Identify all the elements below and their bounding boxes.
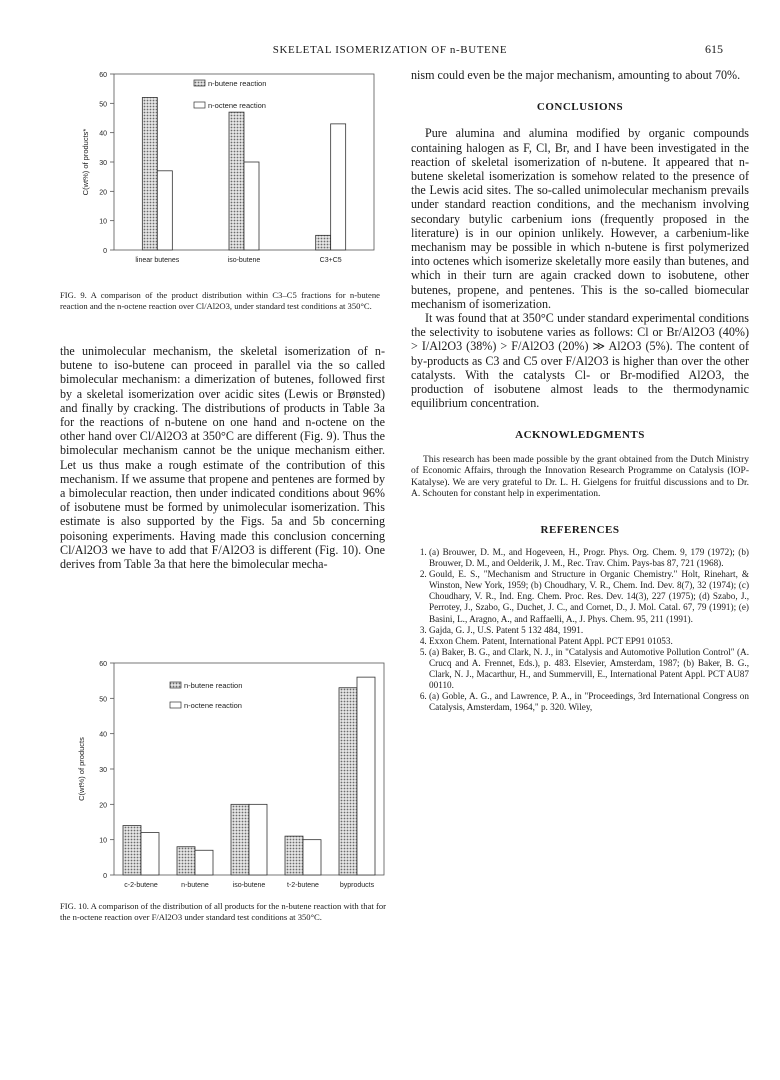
bar — [244, 162, 259, 250]
y-tick-label: 0 — [103, 873, 107, 880]
y-tick-label: 60 — [99, 661, 107, 668]
acknowledgments-text: This research has been made possible by the grant obtained from the Dutch Ministry of Economic Affairs, through the Innovation Research Programme on Catalysis (IOP-Katalyse). We are very grateful to Dr. L. H. Gielgens for fruitful discussions and to Dr. A. Schouten for constant help in experimentation. — [411, 454, 749, 500]
bar — [339, 688, 357, 875]
reference-item: 6. (a) Goble, A. G., and Lawrence, P. A., in "Proceedings, 3rd International Congress on Catalysis, Amsterdam, 1964," p. 320. Wiley, — [429, 691, 749, 713]
reference-item: 5. (a) Baker, B. G., and Clark, N. J., in "Catalysis and Automotive Pollution Control" (A. Crucq and A. Frennet, Eds.), p. 483. Elsevier, Amsterdam, 1987; (b) Baker, B. G., Clark, N. J., Macarthur, H., and Summervill, E., International Patent Appl. PCT AU87 00110. — [429, 647, 749, 691]
acknowledgments-heading: ACKNOWLEDGMENTS — [515, 429, 645, 442]
legend-label: n-butene reaction — [184, 681, 243, 690]
x-tick-label: iso-butene — [227, 257, 261, 264]
y-tick-label: 20 — [99, 189, 107, 197]
reference-item: 1. (a) Brouwer, D. M., and Hogeveen, H., Progr. Phys. Org. Chem. 9, 179 (1972); (b) Brouwer, D. M., and Oelderik, J. M., Rec. Trav. Chim. Pays-bas 87, 721 (1968). — [429, 547, 749, 569]
references-heading: REFERENCES — [540, 524, 620, 537]
bar — [285, 836, 303, 875]
legend-label: n-octene reaction — [208, 101, 266, 110]
bar — [316, 235, 331, 250]
page-number: 615 — [705, 42, 723, 56]
y-axis-label: C(wt%) of products — [77, 737, 86, 801]
legend-swatch — [170, 682, 181, 688]
reference-item: 2. Gould, E. S., "Mechanism and Structure in Organic Chemistry." Holt, Rinehart, & Winston, New York, 1959; (b) Choudhary, V. R., Chem. Ind. Dev. 8(7), 32 (1974); (c) Choudhary, V. R., Ind. Eng. Chem. Proc. Res. Dev. 14(3), 227 (1975); (d) Szabo, J., Perrotey, J., Szabo, G., Duchet, J. C., and Cornet, D., J. Mol. Catal. 67, 79 (1991); (e) Basini, L., Aragno, A., and Raffaelli, A., J. Phys. Chem. 95, 211 (1991). — [429, 569, 749, 624]
running-title: SKELETAL ISOMERIZATION OF n-BUTENE — [272, 44, 508, 56]
legend-swatch — [170, 702, 181, 708]
legend-label: n-butene reaction — [208, 79, 267, 88]
figure-10-caption: FIG. 10. A comparison of the distribution of all products for the n-butene reaction with that for the n-octene reaction over F/Al2O3 under standard test conditions at 350°C. — [60, 901, 386, 922]
bar — [331, 124, 346, 250]
y-tick-label: 40 — [99, 731, 107, 739]
figure-10-chart — [70, 655, 390, 895]
y-tick-label: 20 — [99, 802, 107, 810]
reference-list — [411, 547, 749, 713]
y-tick-label: 0 — [103, 248, 107, 255]
bar — [142, 97, 157, 250]
conclusions-heading: CONCLUSIONS — [536, 101, 624, 114]
y-tick-label: 50 — [99, 101, 107, 109]
bar — [231, 804, 249, 875]
y-tick-label: 60 — [99, 72, 107, 79]
y-axis-label: C(wt%) of products* — [81, 128, 90, 196]
bar — [123, 826, 141, 875]
legend-label: n-octene reaction — [184, 701, 242, 710]
legend-swatch — [194, 80, 205, 86]
bar — [357, 677, 375, 875]
y-tick-label: 50 — [99, 696, 107, 704]
legend-swatch — [194, 102, 205, 108]
x-tick-label: c-2-butene — [124, 882, 158, 889]
x-tick-label: C3+C5 — [319, 257, 342, 264]
y-tick-label: 30 — [99, 160, 107, 167]
x-tick-label: n-butene — [181, 882, 209, 889]
x-tick-label: t-2-butene — [287, 882, 319, 889]
bar — [303, 840, 321, 875]
bar — [177, 847, 195, 875]
figure-9-chart — [80, 66, 380, 276]
bar — [249, 804, 267, 875]
x-tick-label: linear butenes — [135, 257, 180, 264]
reference-item: 4. Exxon Chem. Patent, International Patent Appl. PCT EP91 01053. — [429, 636, 749, 647]
x-tick-label: byproducts — [339, 882, 375, 889]
bar — [229, 112, 244, 250]
body-paragraph: It was found that at 350°C under standard experimental conditions the selectivity to isobutene varies as follows: Cl or Br/Al2O3 (40%) > I/Al2O3 (38%) > F/Al2O3 (20%) ≫ Al2O3 (5%). The content of by-products as C3 and C5 over F/Al2O3 is higher than over the other catalysts. With the catalysts Cl- or Br-modified Al2O3, the production of isobutene almost leads to the thermodynamic equilibrium concentration. — [411, 311, 749, 411]
figure-9-caption: FIG. 9. A comparison of the product distribution within C3–C5 fractions for n-butene reaction and the n-octene reaction over Cl/Al2O3, under standard test conditions at 350°C. — [60, 290, 380, 311]
x-tick-label: iso-butene — [232, 882, 266, 889]
reference-item: 3. Gajda, G. J., U.S. Patent 5 132 484, 1991. — [429, 625, 749, 636]
y-tick-label: 30 — [99, 767, 107, 774]
body-paragraph: Pure alumina and alumina modified by organic compounds containing halogen as F, Cl, Br, and I have been investigated in the reaction of skeletal isomerization of n-butene. It appeared that n-butene skeletal isomerization is somehow related to the presence of the Lewis acid sites. The so-called unimolecular mechanism prevails under standard reaction conditions, and the mechanism involving secondary butylic carbenium ions (frequently proposed in the literature) is in our opinion unlikely. However, a carbenium-like mechanism may be possible in which n-butene is first polymerized into octenes which isomerize skeletally more easily than butenes, and which in their turn are again cracked down to isobutene, other butenes, propene, and pentenes. This is the so-called biomecular mechanism of isomerization. — [411, 126, 749, 311]
bar — [195, 850, 213, 875]
y-tick-label: 10 — [99, 218, 107, 226]
bar — [157, 171, 172, 250]
body-paragraph: the unimolecular mechanism, the skeletal isomerization of n-butene to iso-butene can proceed in parallel via the so called bimolecular mechanism: a dimerization of butenes, followed first by a skeletal isomerization over acidic sites (Lewis or Brønsted) and finally by cracking. The distributions of products in Table 3a for the reactions of n-butene on one hand and n-octene on the other hand over Cl/Al2O3 at 350°C are different (Fig. 9). Thus the bimolecular mechanism cannot be the unique mechanism either. Let us thus make a rough estimate of the contribution of this mechanism. If we assume that propene and pentenes are formed by a bimolecular reaction, then under indicated conditions about 96% of isobutene must be formed by unimolecular isomerization. This estimate is also supported by the Figs. 5a and 5b concerning poisoning experiments. Having made this conclusion concerning Cl/Al2O3 we have to add that F/Al2O3 is different (Fig. 10). One derives from Table 3a that here the bimolecular mecha- — [60, 344, 385, 572]
bar — [141, 833, 159, 875]
y-tick-label: 10 — [99, 837, 107, 845]
body-paragraph: nism could even be the major mechanism, amounting to about 70%. — [411, 68, 741, 82]
y-tick-label: 40 — [99, 130, 107, 138]
